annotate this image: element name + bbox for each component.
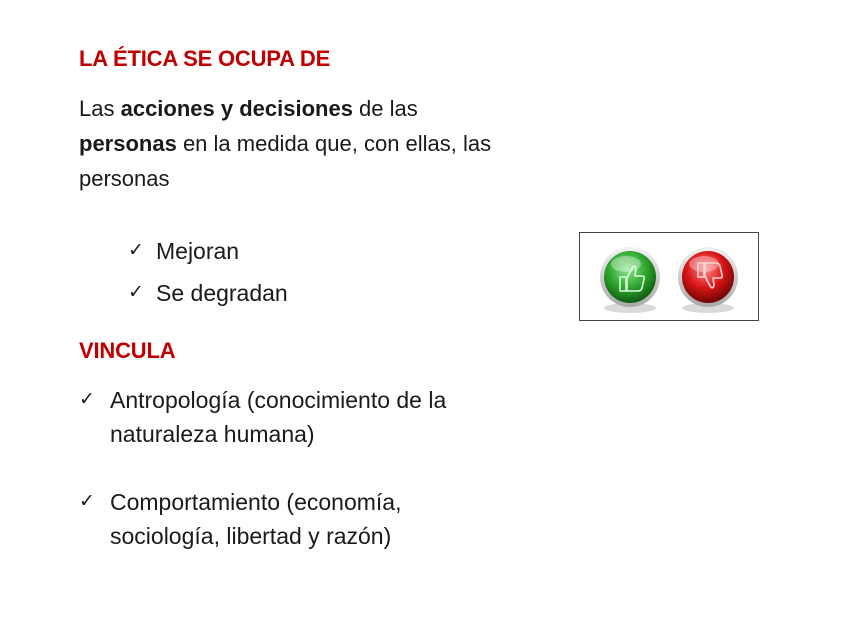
check-icon: ✓ (128, 282, 144, 303)
thumbs-down-icon (678, 247, 738, 313)
list-item-label: Mejoran (156, 238, 240, 264)
list-item (79, 485, 499, 553)
intro-paragraph (79, 91, 499, 196)
list-item (128, 230, 288, 272)
para-text-2: de las (352, 96, 418, 121)
para-bold-2: personas (79, 131, 177, 156)
heading-vincula: VINCULA (79, 338, 176, 363)
check-icon: ✓ (128, 240, 144, 261)
check-icon: ✓ (79, 491, 95, 512)
list-item (79, 383, 499, 451)
check-icon: ✓ (79, 389, 95, 410)
heading-ethics: LA ÉTICA SE OCUPA DE (79, 46, 331, 71)
vincula-list (79, 383, 499, 553)
list-item-label: Comportamiento (economía, sociología, libertad y razón) (110, 489, 402, 549)
thumbs-image (579, 232, 759, 321)
para-bold-1: acciones y decisiones (120, 96, 353, 121)
thumbs-up-icon (600, 247, 660, 313)
list-item-label: Antropología (conocimiento de la naturaleza humana) (110, 387, 447, 447)
list-item (128, 272, 288, 314)
outcome-list (128, 230, 288, 314)
para-text-1: Las (79, 96, 121, 121)
para-text-3: en la medida que, con ellas, las personas (79, 131, 492, 191)
list-item-label: Se degradan (156, 280, 288, 306)
